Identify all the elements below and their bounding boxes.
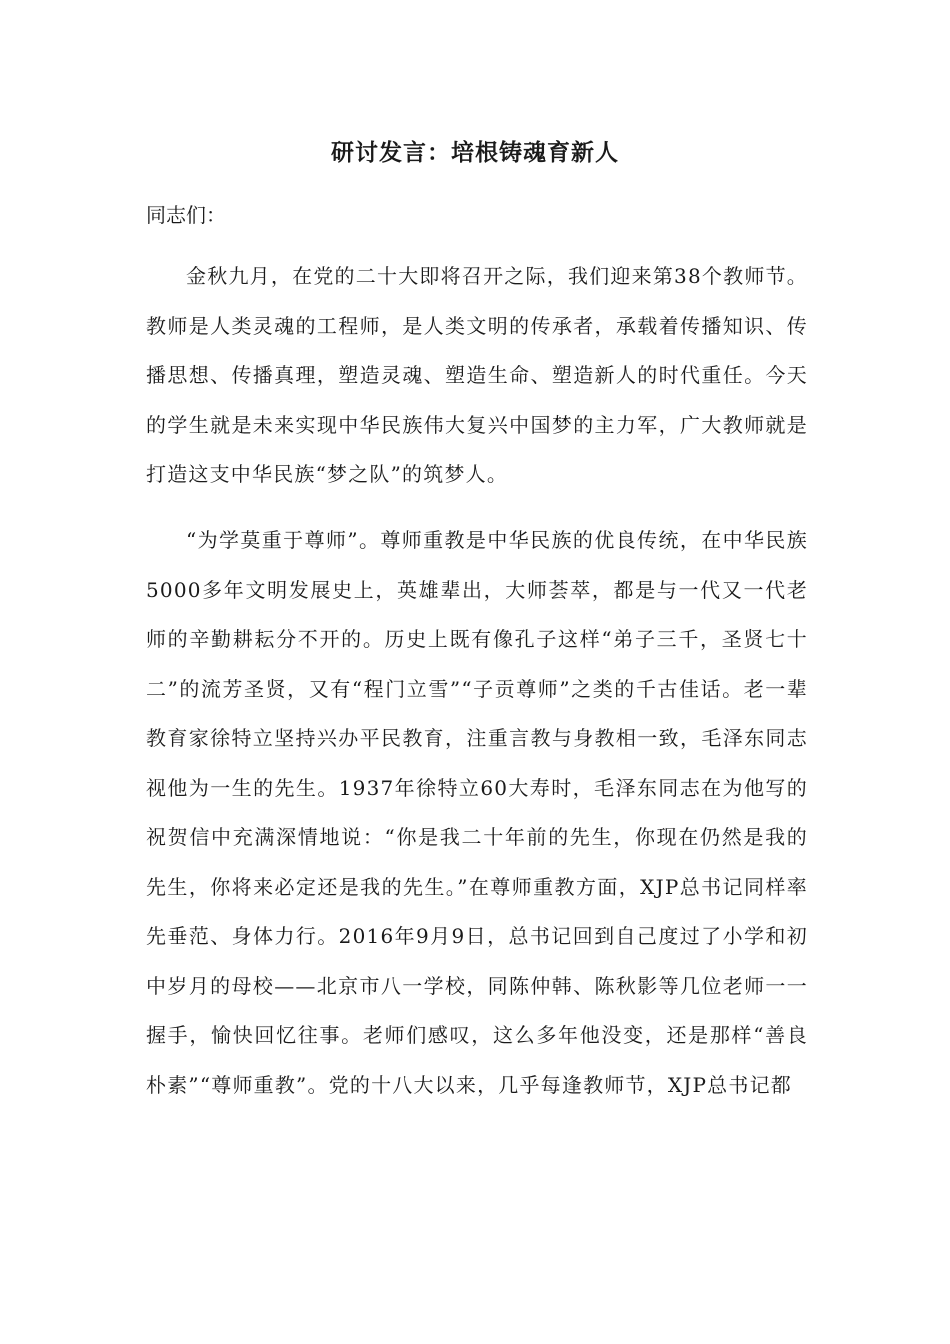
paragraph-2: “为学莫重于尊师”。尊师重教是中华民族的优良传统，在中华民族5000多年文明发展史上，英雄辈出，大师荟萃，都是与一代又一代老师的辛勤耕耘分不开的。历史上既有像孔子这样“弟子三千，圣贤七十二”的流芳圣贤，又有“程门立雪”“子贡尊师”之类的千古佳话。老一辈教育家徐特立坚持兴办平民教育，注重言教与身教相一致，毛泽东同志视他为一生的先生。1937年徐特立60大寿时，毛泽东同志在为他写的祝贺信中充满深情地说：“你是我二十年前的先生，你现在仍然是我的先生，你将来必定还是我的先生。”在尊师重教方面，XJP总书记同样率先垂范、身体力行。2016年9月9日，总书记回到自己度过了小学和初中岁月的母校——北京市八一学校，同陈仲韩、陈秋影等几位老师一一握手，愉快回忆往事。老师们感叹，这么多年他没变，还是那样“善良朴素”“尊师重教”。党的十八大以来，几乎每逢教师节，XJP总书记都 (146, 528, 808, 1097)
document-title: 研讨发言：培根铸魂育新人 (331, 139, 619, 166)
paragraph-1: 金秋九月，在党的二十大即将召开之际，我们迎来第38个教师节。教师是人类灵魂的工程师，是人类文明的传承者，承载着传播知识、传播思想、传播真理，塑造灵魂、塑造生命、塑造新人的时代重任。今天的学生就是未来实现中华民族伟大复兴中国梦的主力军，广大教师就是打造这支中华民族“梦之队”的筑梦人。 (146, 264, 808, 486)
salutation: 同志们： (146, 203, 226, 227)
